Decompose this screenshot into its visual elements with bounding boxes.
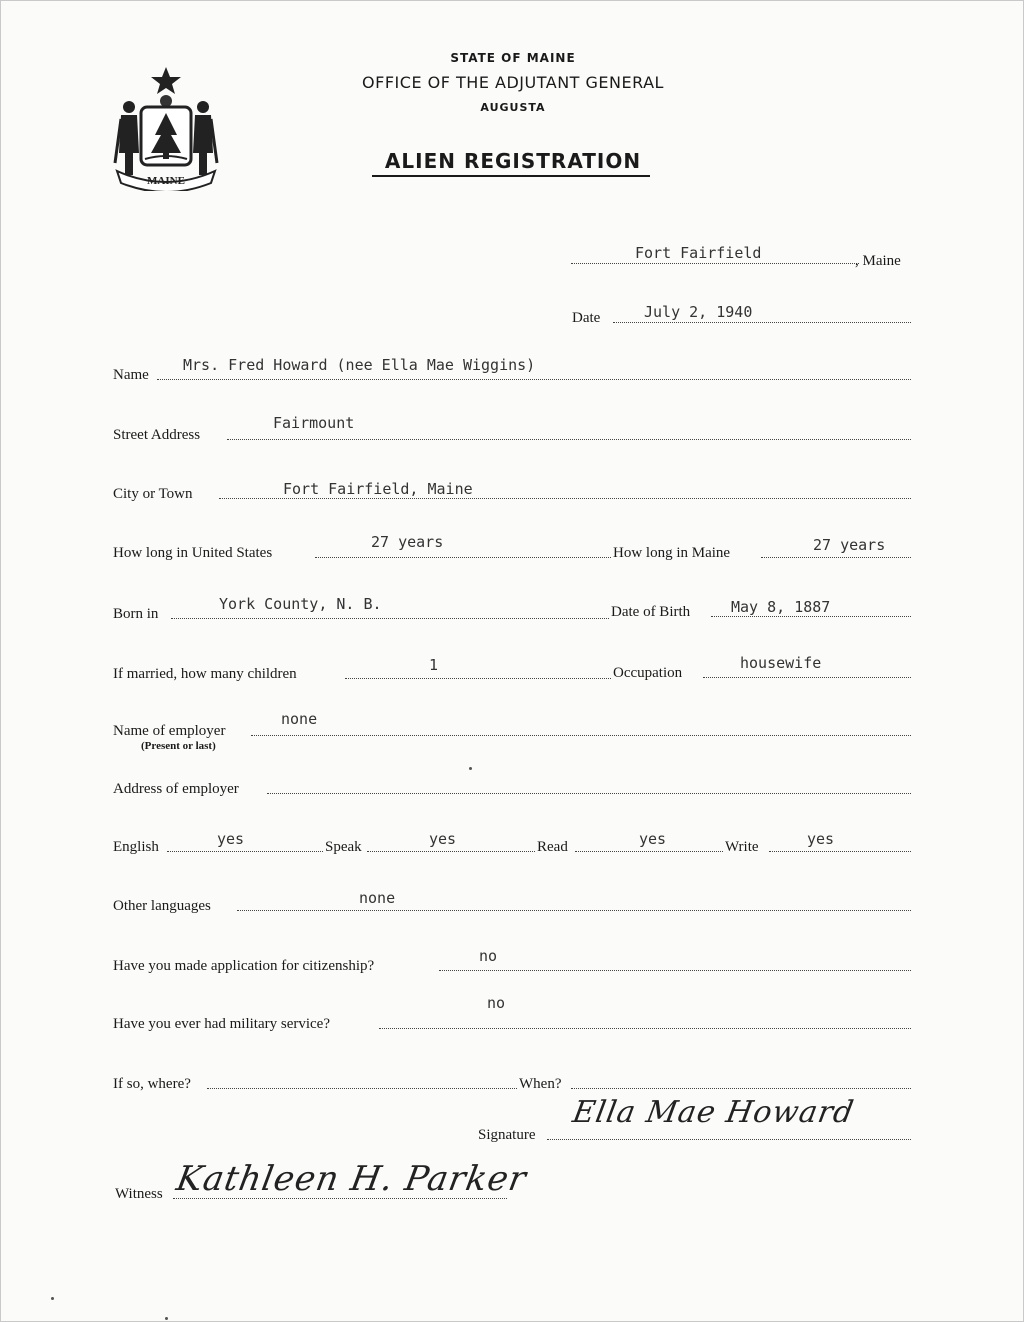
- dob-line: [711, 616, 911, 617]
- header-state: STATE OF MAINE: [450, 51, 576, 65]
- english-label: English: [113, 839, 159, 855]
- maine-stay-value[interactable]: 27 years: [813, 536, 886, 554]
- paper-speck: [469, 767, 472, 770]
- signature-value[interactable]: Ella Mae Howard: [569, 1095, 857, 1130]
- employer-label: Name of employer: [113, 723, 226, 739]
- seal-banner-text: MAINE: [147, 175, 185, 187]
- date-line: [613, 322, 911, 323]
- write-line: [769, 851, 911, 852]
- city-value[interactable]: Fort Fairfield, Maine: [283, 480, 473, 498]
- citizenship-line: [439, 970, 911, 971]
- born-label: Born in: [113, 606, 159, 622]
- paper-speck: [51, 1297, 54, 1300]
- street-value[interactable]: Fairmount: [273, 414, 355, 432]
- children-label: If married, how many children: [113, 666, 297, 682]
- read-label: Read: [537, 839, 568, 855]
- witness-label: Witness: [115, 1186, 163, 1202]
- signature-line: [547, 1139, 911, 1140]
- where-line: [207, 1088, 517, 1089]
- witness-signature[interactable]: Kathleen H. Parker: [173, 1159, 530, 1199]
- street-line: [227, 439, 911, 440]
- form-title: ALIEN REGISTRATION: [384, 149, 642, 173]
- employer-address-line: [267, 793, 911, 794]
- paper-speck: [165, 1317, 168, 1320]
- maine-stay-label: How long in Maine: [613, 545, 731, 561]
- employer-sublabel: (Present or last): [141, 740, 216, 752]
- occupation-label: Occupation: [613, 665, 683, 681]
- us-stay-value[interactable]: 27 years: [371, 533, 444, 551]
- speak-line: [367, 851, 535, 852]
- other-languages-label: Other languages: [113, 898, 211, 914]
- english-line: [167, 851, 323, 852]
- header-office: OFFICE OF THE ADJUTANT GENERAL: [362, 73, 664, 92]
- military-value[interactable]: no: [487, 994, 506, 1012]
- maine-stay-line: [761, 557, 911, 558]
- born-line: [171, 618, 609, 619]
- read-value[interactable]: yes: [639, 830, 667, 848]
- employer-address-label: Address of employer: [113, 781, 239, 797]
- place-suffix: , Maine: [855, 253, 901, 269]
- military-line: [379, 1028, 911, 1029]
- write-label: Write: [725, 839, 759, 855]
- city-line: [219, 498, 911, 499]
- name-value[interactable]: Mrs. Fred Howard (nee Ella Mae Wiggins): [183, 356, 536, 374]
- employer-value[interactable]: none: [281, 710, 318, 728]
- name-line: [157, 379, 911, 380]
- occupation-line: [703, 677, 911, 678]
- speak-value[interactable]: yes: [429, 830, 457, 848]
- english-value[interactable]: yes: [217, 830, 245, 848]
- title-underline: [372, 175, 650, 177]
- date-label: Date: [572, 310, 601, 326]
- write-value[interactable]: yes: [807, 830, 835, 848]
- us-stay-label: How long in United States: [113, 545, 273, 561]
- other-languages-value[interactable]: none: [359, 889, 396, 907]
- signature-label: Signature: [478, 1127, 536, 1143]
- name-label: Name: [113, 367, 149, 383]
- citizenship-value[interactable]: no: [479, 947, 498, 965]
- dob-value[interactable]: May 8, 1887: [731, 598, 831, 616]
- read-line: [575, 851, 723, 852]
- when-line: [571, 1088, 911, 1089]
- where-label: If so, where?: [113, 1076, 191, 1092]
- when-label: When?: [519, 1076, 562, 1092]
- speak-label: Speak: [325, 839, 362, 855]
- employer-line: [251, 735, 911, 736]
- place-value[interactable]: Fort Fairfield: [635, 244, 762, 262]
- military-label: Have you ever had military service?: [113, 1016, 330, 1032]
- other-languages-line: [237, 910, 911, 911]
- street-label: Street Address: [113, 427, 201, 443]
- city-label: City or Town: [113, 486, 193, 502]
- born-value[interactable]: York County, N. B.: [219, 595, 382, 613]
- dob-label: Date of Birth: [611, 604, 691, 620]
- occupation-value[interactable]: housewife: [740, 654, 822, 672]
- children-line: [345, 678, 611, 679]
- date-value[interactable]: July 2, 1940: [644, 303, 753, 321]
- citizenship-label: Have you made application for citizenship?: [113, 958, 375, 974]
- children-value[interactable]: 1: [429, 656, 439, 674]
- header-city: AUGUSTA: [480, 101, 546, 114]
- place-line: [571, 263, 859, 264]
- us-stay-line: [315, 557, 611, 558]
